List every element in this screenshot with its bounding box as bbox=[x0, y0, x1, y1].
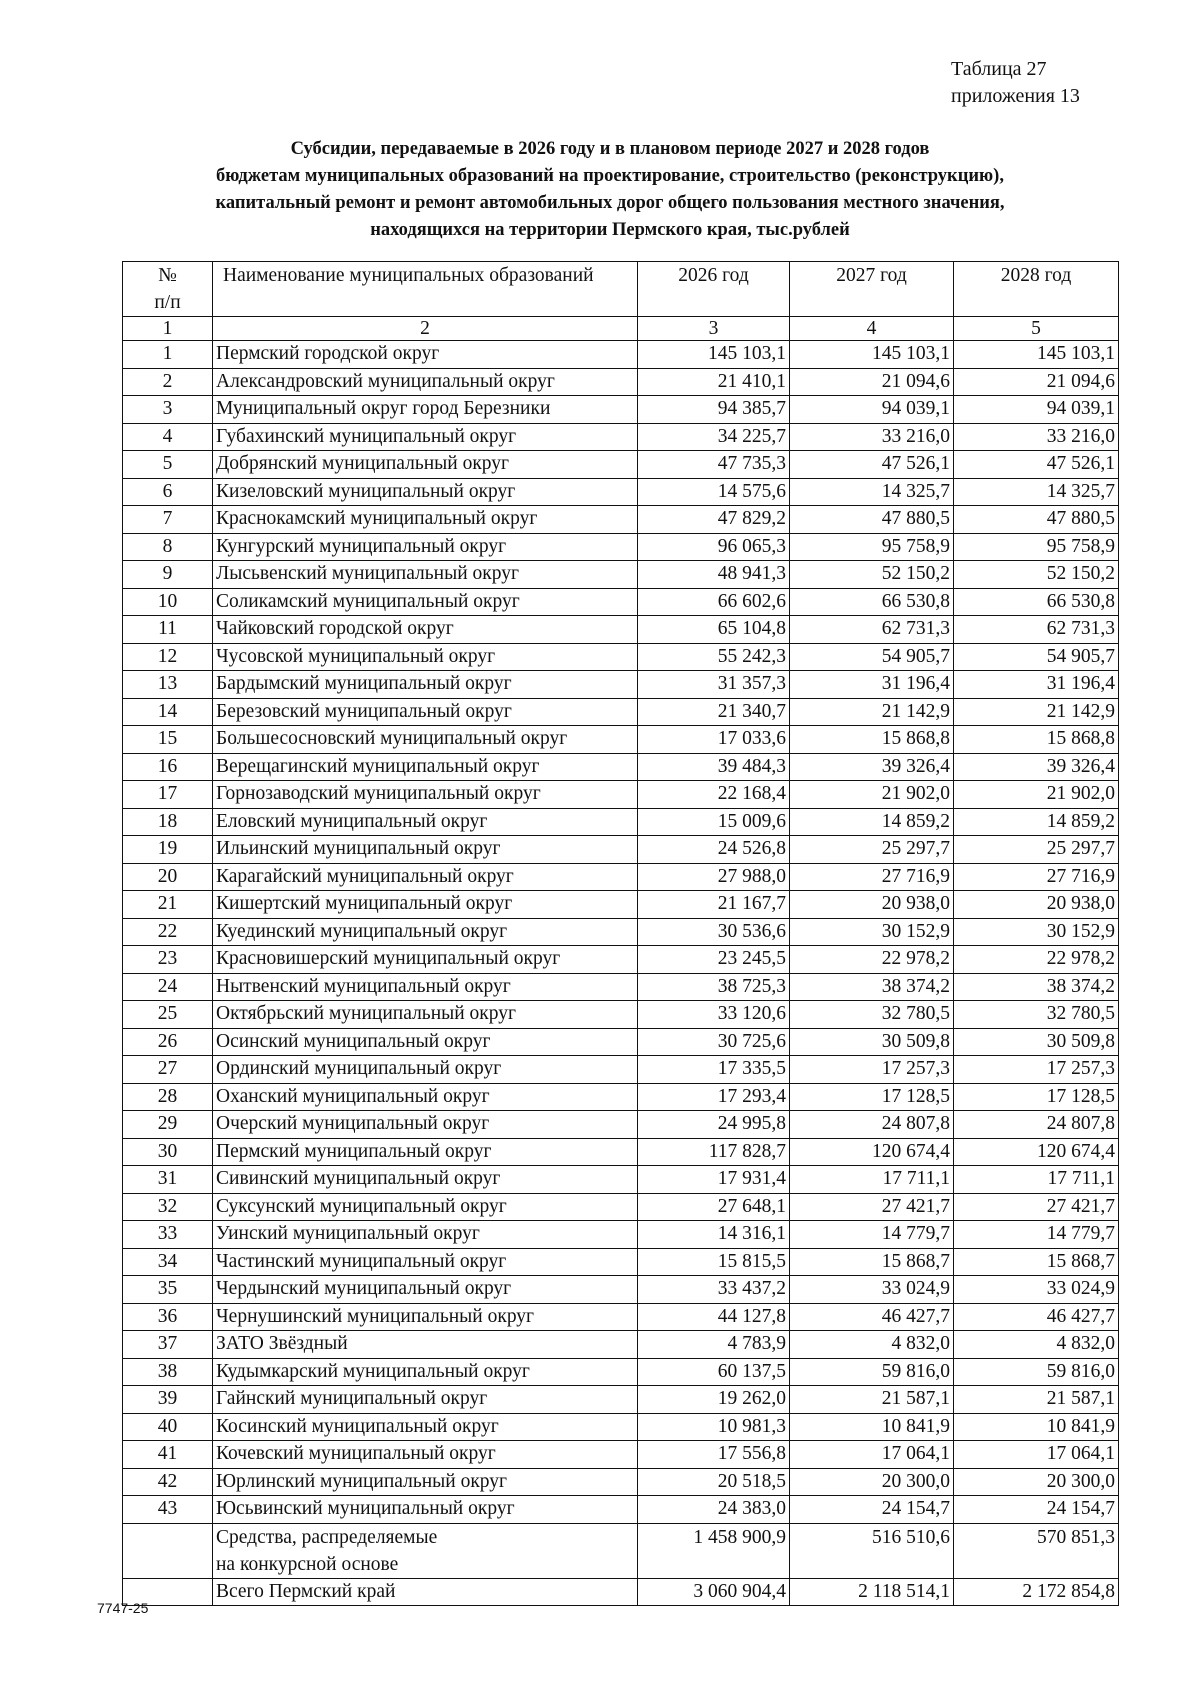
municipality-name: Кизеловский муниципальный округ bbox=[213, 478, 638, 506]
value-2027: 94 039,1 bbox=[790, 396, 954, 424]
table-row bbox=[123, 1028, 1119, 1056]
value-2026: 14 316,1 bbox=[638, 1221, 790, 1249]
value-2026: 27 988,0 bbox=[638, 863, 790, 891]
total-2027: 2 118 514,1 bbox=[790, 1578, 954, 1606]
competitive-funds-row bbox=[123, 1523, 1119, 1578]
value-2028: 22 978,2 bbox=[954, 946, 1119, 974]
municipality-name: Гайнский муниципальный округ bbox=[213, 1386, 638, 1414]
value-2028: 27 421,7 bbox=[954, 1193, 1119, 1221]
value-2028: 14 779,7 bbox=[954, 1221, 1119, 1249]
value-2026: 21 410,1 bbox=[638, 368, 790, 396]
row-number: 21 bbox=[123, 891, 213, 919]
municipality-name: Чусовской муниципальный округ bbox=[213, 643, 638, 671]
value-2027: 14 859,2 bbox=[790, 808, 954, 836]
header-row bbox=[123, 262, 1119, 317]
column-number: 4 bbox=[790, 317, 954, 341]
municipality-name: Горнозаводский муниципальный округ bbox=[213, 781, 638, 809]
value-2028: 24 807,8 bbox=[954, 1111, 1119, 1139]
municipality-name: Чайковский городской округ bbox=[213, 616, 638, 644]
value-2028: 21 094,6 bbox=[954, 368, 1119, 396]
value-2027: 4 832,0 bbox=[790, 1331, 954, 1359]
value-2026: 48 941,3 bbox=[638, 561, 790, 589]
value-2027: 14 325,7 bbox=[790, 478, 954, 506]
municipality-name: Пермский городской округ bbox=[213, 341, 638, 369]
value-2028: 27 716,9 bbox=[954, 863, 1119, 891]
value-2026: 55 242,3 bbox=[638, 643, 790, 671]
value-2027: 39 326,4 bbox=[790, 753, 954, 781]
value-2028: 39 326,4 bbox=[954, 753, 1119, 781]
competitive-funds-label-line2: на конкурсной основе bbox=[216, 1553, 399, 1575]
value-2026: 96 065,3 bbox=[638, 533, 790, 561]
municipality-name: Верещагинский муниципальный округ bbox=[213, 753, 638, 781]
value-2028: 25 297,7 bbox=[954, 836, 1119, 864]
row-number: 7 bbox=[123, 506, 213, 534]
municipality-name: Косинский муниципальный округ bbox=[213, 1413, 638, 1441]
value-2026: 33 437,2 bbox=[638, 1276, 790, 1304]
table-row bbox=[123, 671, 1119, 699]
value-2027: 95 758,9 bbox=[790, 533, 954, 561]
value-2026: 60 137,5 bbox=[638, 1358, 790, 1386]
value-2026: 47 829,2 bbox=[638, 506, 790, 534]
row-number: 5 bbox=[123, 451, 213, 479]
municipality-name: Муниципальный округ город Березники bbox=[213, 396, 638, 424]
value-2028: 21 142,9 bbox=[954, 698, 1119, 726]
municipality-name: Куединский муниципальный округ bbox=[213, 918, 638, 946]
column-number: 5 bbox=[954, 317, 1119, 341]
municipality-name: Ординский муниципальный округ bbox=[213, 1056, 638, 1084]
value-2027: 20 938,0 bbox=[790, 891, 954, 919]
value-2026: 22 168,4 bbox=[638, 781, 790, 809]
value-2026: 30 536,6 bbox=[638, 918, 790, 946]
row-number: 3 bbox=[123, 396, 213, 424]
municipality-name: Очерский муниципальный округ bbox=[213, 1111, 638, 1139]
value-2026: 23 245,5 bbox=[638, 946, 790, 974]
value-2027: 15 868,7 bbox=[790, 1248, 954, 1276]
row-number: 4 bbox=[123, 423, 213, 451]
value-2027: 24 154,7 bbox=[790, 1496, 954, 1524]
table-row bbox=[123, 1441, 1119, 1469]
value-2027: 54 905,7 bbox=[790, 643, 954, 671]
value-2028: 17 128,5 bbox=[954, 1083, 1119, 1111]
value-2026: 33 120,6 bbox=[638, 1001, 790, 1029]
value-2027: 47 880,5 bbox=[790, 506, 954, 534]
municipality-name: Чернушинский муниципальный округ bbox=[213, 1303, 638, 1331]
value-2026: 17 293,4 bbox=[638, 1083, 790, 1111]
value-2028: 21 902,0 bbox=[954, 781, 1119, 809]
municipality-name: Кудымкарский муниципальный округ bbox=[213, 1358, 638, 1386]
table-row bbox=[123, 836, 1119, 864]
value-2028: 66 530,8 bbox=[954, 588, 1119, 616]
value-2027: 38 374,2 bbox=[790, 973, 954, 1001]
table-row bbox=[123, 1111, 1119, 1139]
value-2027: 17 711,1 bbox=[790, 1166, 954, 1194]
subsidy-table bbox=[122, 261, 1119, 1606]
column-header-number-abbr: п/п bbox=[154, 292, 181, 313]
value-2028: 94 039,1 bbox=[954, 396, 1119, 424]
value-2028: 145 103,1 bbox=[954, 341, 1119, 369]
table-row bbox=[123, 1221, 1119, 1249]
table-number: Таблица 27 bbox=[951, 58, 1047, 80]
title-line: капитальный ремонт и ремонт автомобильных дорог общего пользования местного значения, bbox=[215, 193, 1005, 213]
column-header-2026: 2026 год bbox=[638, 262, 790, 317]
municipality-name: Уинский муниципальный округ bbox=[213, 1221, 638, 1249]
row-number: 32 bbox=[123, 1193, 213, 1221]
table-row bbox=[123, 588, 1119, 616]
title-line: находящихся на территории Пермского края, тыс.рублей bbox=[370, 220, 850, 240]
value-2026: 21 340,7 bbox=[638, 698, 790, 726]
value-2026: 44 127,8 bbox=[638, 1303, 790, 1331]
municipality-name: Губахинский муниципальный округ bbox=[213, 423, 638, 451]
value-2026: 117 828,7 bbox=[638, 1138, 790, 1166]
municipality-name: Частинский муниципальный округ bbox=[213, 1248, 638, 1276]
value-2027: 27 421,7 bbox=[790, 1193, 954, 1221]
table-row bbox=[123, 616, 1119, 644]
municipality-name: Еловский муниципальный округ bbox=[213, 808, 638, 836]
municipality-name: ЗАТО Звёздный bbox=[213, 1331, 638, 1359]
municipality-name: Октябрьский муниципальный округ bbox=[213, 1001, 638, 1029]
column-header-name: Наименование муниципальных образований bbox=[213, 262, 638, 317]
value-2028: 33 216,0 bbox=[954, 423, 1119, 451]
column-number-row bbox=[123, 317, 1119, 341]
value-2027: 66 530,8 bbox=[790, 588, 954, 616]
table-row bbox=[123, 1358, 1119, 1386]
competitive-funds-label bbox=[213, 1523, 638, 1578]
value-2026: 47 735,3 bbox=[638, 451, 790, 479]
table-row bbox=[123, 368, 1119, 396]
value-2028: 20 300,0 bbox=[954, 1468, 1119, 1496]
municipality-name: Лысьвенский муниципальный округ bbox=[213, 561, 638, 589]
value-2026: 4 783,9 bbox=[638, 1331, 790, 1359]
table-row bbox=[123, 1331, 1119, 1359]
value-2028: 20 938,0 bbox=[954, 891, 1119, 919]
value-2027: 21 902,0 bbox=[790, 781, 954, 809]
municipality-name: Сивинский муниципальный округ bbox=[213, 1166, 638, 1194]
row-number: 1 bbox=[123, 341, 213, 369]
value-2026: 27 648,1 bbox=[638, 1193, 790, 1221]
municipality-name: Краснокамский муниципальный округ bbox=[213, 506, 638, 534]
value-2028: 47 880,5 bbox=[954, 506, 1119, 534]
row-number: 28 bbox=[123, 1083, 213, 1111]
municipality-name: Кишертский муниципальный округ bbox=[213, 891, 638, 919]
row-number: 37 bbox=[123, 1331, 213, 1359]
column-header-2027: 2027 год bbox=[790, 262, 954, 317]
table-row bbox=[123, 698, 1119, 726]
row-number: 38 bbox=[123, 1358, 213, 1386]
value-2028: 15 868,7 bbox=[954, 1248, 1119, 1276]
column-header-2028: 2028 год bbox=[954, 262, 1119, 317]
value-2027: 21 587,1 bbox=[790, 1386, 954, 1414]
municipality-name: Осинский муниципальный округ bbox=[213, 1028, 638, 1056]
table-row bbox=[123, 341, 1119, 369]
value-2028: 21 587,1 bbox=[954, 1386, 1119, 1414]
table-row bbox=[123, 1468, 1119, 1496]
value-2027: 27 716,9 bbox=[790, 863, 954, 891]
value-2026: 24 383,0 bbox=[638, 1496, 790, 1524]
column-number: 2 bbox=[213, 317, 638, 341]
municipality-name: Большесосновский муниципальный округ bbox=[213, 726, 638, 754]
value-2028: 17 711,1 bbox=[954, 1166, 1119, 1194]
value-2028: 95 758,9 bbox=[954, 533, 1119, 561]
row-number: 9 bbox=[123, 561, 213, 589]
value-2028: 30 509,8 bbox=[954, 1028, 1119, 1056]
competitive-funds-label-line1: Средства, распределяемые bbox=[216, 1526, 438, 1548]
column-number: 1 bbox=[123, 317, 213, 341]
value-2026: 65 104,8 bbox=[638, 616, 790, 644]
value-2026: 14 575,6 bbox=[638, 478, 790, 506]
value-2027: 120 674,4 bbox=[790, 1138, 954, 1166]
row-number: 35 bbox=[123, 1276, 213, 1304]
municipality-name: Александровский муниципальный округ bbox=[213, 368, 638, 396]
table-row bbox=[123, 1083, 1119, 1111]
municipality-name: Чердынский муниципальный округ bbox=[213, 1276, 638, 1304]
table-row bbox=[123, 1248, 1119, 1276]
value-2028: 32 780,5 bbox=[954, 1001, 1119, 1029]
municipality-name: Березовский муниципальный округ bbox=[213, 698, 638, 726]
value-2026: 17 335,5 bbox=[638, 1056, 790, 1084]
table-row bbox=[123, 643, 1119, 671]
row-number: 34 bbox=[123, 1248, 213, 1276]
column-header-number-symbol: № bbox=[158, 265, 177, 286]
value-2028: 4 832,0 bbox=[954, 1331, 1119, 1359]
row-number: 11 bbox=[123, 616, 213, 644]
table-row bbox=[123, 891, 1119, 919]
table-row bbox=[123, 561, 1119, 589]
total-row bbox=[123, 1578, 1119, 1606]
value-2028: 38 374,2 bbox=[954, 973, 1119, 1001]
value-2026: 20 518,5 bbox=[638, 1468, 790, 1496]
table-row bbox=[123, 753, 1119, 781]
row-number: 30 bbox=[123, 1138, 213, 1166]
table-row bbox=[123, 451, 1119, 479]
value-2027: 17 257,3 bbox=[790, 1056, 954, 1084]
row-number: 25 bbox=[123, 1001, 213, 1029]
table-row bbox=[123, 973, 1119, 1001]
table-row bbox=[123, 863, 1119, 891]
row-number bbox=[123, 1523, 213, 1578]
value-2026: 31 357,3 bbox=[638, 671, 790, 699]
value-2028: 59 816,0 bbox=[954, 1358, 1119, 1386]
value-2028: 46 427,7 bbox=[954, 1303, 1119, 1331]
row-number: 16 bbox=[123, 753, 213, 781]
row-number: 18 bbox=[123, 808, 213, 836]
row-number: 20 bbox=[123, 863, 213, 891]
value-2026: 15 009,6 bbox=[638, 808, 790, 836]
value-2027: 30 152,9 bbox=[790, 918, 954, 946]
value-2026: 30 725,6 bbox=[638, 1028, 790, 1056]
row-number: 31 bbox=[123, 1166, 213, 1194]
table-row bbox=[123, 423, 1119, 451]
value-2028: 62 731,3 bbox=[954, 616, 1119, 644]
table-row bbox=[123, 1276, 1119, 1304]
value-2028: 17 257,3 bbox=[954, 1056, 1119, 1084]
value-2027: 516 510,6 bbox=[790, 1523, 954, 1578]
municipality-name: Бардымский муниципальный округ bbox=[213, 671, 638, 699]
row-number: 29 bbox=[123, 1111, 213, 1139]
row-number: 15 bbox=[123, 726, 213, 754]
appendix-reference: приложения 13 bbox=[951, 85, 1080, 107]
municipality-name: Нытвенский муниципальный округ bbox=[213, 973, 638, 1001]
table-row bbox=[123, 1386, 1119, 1414]
row-number: 2 bbox=[123, 368, 213, 396]
row-number: 14 bbox=[123, 698, 213, 726]
municipality-name: Юсьвинский муниципальный округ bbox=[213, 1496, 638, 1524]
value-2027: 145 103,1 bbox=[790, 341, 954, 369]
table-row bbox=[123, 396, 1119, 424]
value-2028: 31 196,4 bbox=[954, 671, 1119, 699]
value-2027: 62 731,3 bbox=[790, 616, 954, 644]
value-2028: 14 859,2 bbox=[954, 808, 1119, 836]
value-2027: 10 841,9 bbox=[790, 1413, 954, 1441]
value-2026: 38 725,3 bbox=[638, 973, 790, 1001]
value-2028: 24 154,7 bbox=[954, 1496, 1119, 1524]
table-row bbox=[123, 1166, 1119, 1194]
value-2027: 15 868,8 bbox=[790, 726, 954, 754]
table-row bbox=[123, 1303, 1119, 1331]
value-2026: 15 815,5 bbox=[638, 1248, 790, 1276]
table-row bbox=[123, 1138, 1119, 1166]
table-row bbox=[123, 478, 1119, 506]
value-2027: 17 128,5 bbox=[790, 1083, 954, 1111]
value-2026: 21 167,7 bbox=[638, 891, 790, 919]
value-2027: 24 807,8 bbox=[790, 1111, 954, 1139]
table-row bbox=[123, 726, 1119, 754]
row-number: 19 bbox=[123, 836, 213, 864]
value-2027: 31 196,4 bbox=[790, 671, 954, 699]
document-title bbox=[120, 136, 1100, 244]
value-2027: 32 780,5 bbox=[790, 1001, 954, 1029]
table-reference bbox=[951, 56, 1080, 110]
value-2026: 17 033,6 bbox=[638, 726, 790, 754]
row-number: 33 bbox=[123, 1221, 213, 1249]
municipality-name: Карагайский муниципальный округ bbox=[213, 863, 638, 891]
municipality-name: Кунгурский муниципальный округ bbox=[213, 533, 638, 561]
total-2028: 2 172 854,8 bbox=[954, 1578, 1119, 1606]
value-2026: 19 262,0 bbox=[638, 1386, 790, 1414]
row-number: 22 bbox=[123, 918, 213, 946]
value-2026: 145 103,1 bbox=[638, 341, 790, 369]
value-2026: 10 981,3 bbox=[638, 1413, 790, 1441]
row-number: 13 bbox=[123, 671, 213, 699]
value-2027: 21 094,6 bbox=[790, 368, 954, 396]
value-2028: 10 841,9 bbox=[954, 1413, 1119, 1441]
table-row bbox=[123, 1193, 1119, 1221]
value-2026: 24 995,8 bbox=[638, 1111, 790, 1139]
municipality-name: Пермский муниципальный округ bbox=[213, 1138, 638, 1166]
municipality-name: Кочевский муниципальный округ bbox=[213, 1441, 638, 1469]
total-2026: 3 060 904,4 bbox=[638, 1578, 790, 1606]
row-number: 17 bbox=[123, 781, 213, 809]
column-number: 3 bbox=[638, 317, 790, 341]
row-number: 36 bbox=[123, 1303, 213, 1331]
value-2028: 570 851,3 bbox=[954, 1523, 1119, 1578]
row-number: 26 bbox=[123, 1028, 213, 1056]
row-number: 41 bbox=[123, 1441, 213, 1469]
row-number: 39 bbox=[123, 1386, 213, 1414]
value-2026: 39 484,3 bbox=[638, 753, 790, 781]
value-2028: 52 150,2 bbox=[954, 561, 1119, 589]
table-row bbox=[123, 1001, 1119, 1029]
row-number: 24 bbox=[123, 973, 213, 1001]
column-header-number bbox=[123, 262, 213, 317]
value-2027: 33 216,0 bbox=[790, 423, 954, 451]
municipality-name: Юрлинский муниципальный округ bbox=[213, 1468, 638, 1496]
value-2026: 1 458 900,9 bbox=[638, 1523, 790, 1578]
value-2028: 15 868,8 bbox=[954, 726, 1119, 754]
row-number: 43 bbox=[123, 1496, 213, 1524]
total-label: Всего Пермский край bbox=[213, 1578, 638, 1606]
value-2026: 24 526,8 bbox=[638, 836, 790, 864]
row-number: 8 bbox=[123, 533, 213, 561]
table-row bbox=[123, 781, 1119, 809]
title-line: бюджетам муниципальных образований на проектирование, строительство (реконструкцию), bbox=[216, 166, 1004, 186]
table-row bbox=[123, 918, 1119, 946]
row-number: 10 bbox=[123, 588, 213, 616]
table-row bbox=[123, 1413, 1119, 1441]
value-2027: 21 142,9 bbox=[790, 698, 954, 726]
value-2026: 66 602,6 bbox=[638, 588, 790, 616]
title-line: Субсидии, передаваемые в 2026 году и в плановом периоде 2027 и 2028 годов bbox=[290, 139, 930, 159]
row-number: 6 bbox=[123, 478, 213, 506]
table-row bbox=[123, 1056, 1119, 1084]
value-2026: 17 931,4 bbox=[638, 1166, 790, 1194]
value-2028: 47 526,1 bbox=[954, 451, 1119, 479]
value-2027: 30 509,8 bbox=[790, 1028, 954, 1056]
document-code: 7747-25 bbox=[97, 1600, 149, 1616]
value-2027: 59 816,0 bbox=[790, 1358, 954, 1386]
value-2027: 17 064,1 bbox=[790, 1441, 954, 1469]
value-2027: 22 978,2 bbox=[790, 946, 954, 974]
value-2027: 14 779,7 bbox=[790, 1221, 954, 1249]
value-2028: 17 064,1 bbox=[954, 1441, 1119, 1469]
municipality-name: Добрянский муниципальный округ bbox=[213, 451, 638, 479]
table-row bbox=[123, 533, 1119, 561]
table-row bbox=[123, 1496, 1119, 1524]
value-2027: 33 024,9 bbox=[790, 1276, 954, 1304]
value-2026: 94 385,7 bbox=[638, 396, 790, 424]
value-2028: 54 905,7 bbox=[954, 643, 1119, 671]
value-2026: 17 556,8 bbox=[638, 1441, 790, 1469]
value-2028: 120 674,4 bbox=[954, 1138, 1119, 1166]
value-2028: 30 152,9 bbox=[954, 918, 1119, 946]
table-row bbox=[123, 506, 1119, 534]
value-2027: 52 150,2 bbox=[790, 561, 954, 589]
row-number: 27 bbox=[123, 1056, 213, 1084]
value-2027: 47 526,1 bbox=[790, 451, 954, 479]
row-number: 12 bbox=[123, 643, 213, 671]
value-2027: 20 300,0 bbox=[790, 1468, 954, 1496]
municipality-name: Оханский муниципальный округ bbox=[213, 1083, 638, 1111]
municipality-name: Красновишерский муниципальный округ bbox=[213, 946, 638, 974]
row-number: 42 bbox=[123, 1468, 213, 1496]
municipality-name: Ильинский муниципальный округ bbox=[213, 836, 638, 864]
row-number: 40 bbox=[123, 1413, 213, 1441]
value-2027: 46 427,7 bbox=[790, 1303, 954, 1331]
table-row bbox=[123, 946, 1119, 974]
value-2027: 25 297,7 bbox=[790, 836, 954, 864]
value-2026: 34 225,7 bbox=[638, 423, 790, 451]
row-number: 23 bbox=[123, 946, 213, 974]
municipality-name: Суксунский муниципальный округ bbox=[213, 1193, 638, 1221]
municipality-name: Соликамский муниципальный округ bbox=[213, 588, 638, 616]
value-2028: 33 024,9 bbox=[954, 1276, 1119, 1304]
value-2028: 14 325,7 bbox=[954, 478, 1119, 506]
table-row bbox=[123, 808, 1119, 836]
